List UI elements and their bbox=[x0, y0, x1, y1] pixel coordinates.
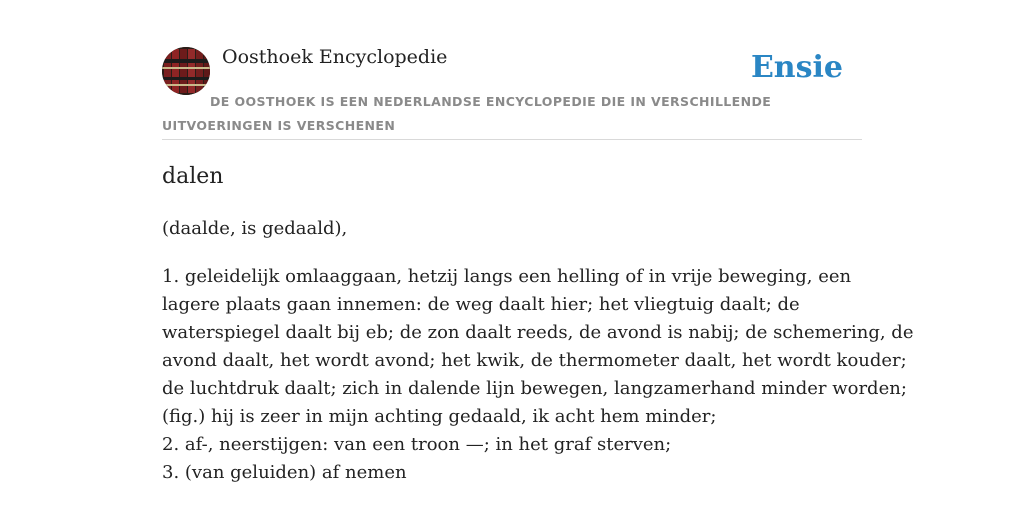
definition-line: lagere plaats gaan innemen: de weg daalt hier; het vliegtuig daalt; de bbox=[162, 294, 800, 315]
definition-line: 3. (van geluiden) af nemen bbox=[162, 462, 407, 483]
brand-logo[interactable]: Ensie bbox=[750, 50, 843, 85]
definition-line: 2. af-, neerstijgen: van een troon —; in het graf sterven; bbox=[162, 434, 672, 455]
definition-line: avond daalt, het wordt avond; het kwik, de thermometer daalt, het wordt kouder; bbox=[162, 350, 907, 371]
entry-card bbox=[162, 40, 914, 483]
source-tagline: DE OOSTHOEK IS EEN NEDERLANDSE ENCYCLOPEDIE DIE IN VERSCHILLENDE UITVOERINGEN IS VERSCHENEN bbox=[162, 94, 772, 133]
definition-line: (fig.) hij is zeer in mijn achting gedaald, ik acht hem minder; bbox=[162, 406, 717, 427]
entry-definition bbox=[162, 263, 914, 487]
definition-line: de luchtdruk daalt; zich in dalende lijn bewegen, langzamerhand minder worden; bbox=[162, 378, 907, 399]
entry-forms: (daalde, is gedaald), bbox=[162, 218, 348, 239]
source-name-link[interactable]: Oosthoek Encyclopedie bbox=[222, 46, 448, 68]
entry-headword: dalen bbox=[162, 164, 224, 189]
encyclopedia-books-icon[interactable] bbox=[162, 47, 210, 95]
definition-line: 1. geleidelijk omlaaggaan, hetzij langs een helling of in vrije beweging, een bbox=[162, 266, 852, 287]
definition-line: waterspiegel daalt bij eb; de zon daalt reeds, de avond is nabij; de schemering, de bbox=[162, 322, 914, 343]
source-header bbox=[162, 40, 862, 140]
